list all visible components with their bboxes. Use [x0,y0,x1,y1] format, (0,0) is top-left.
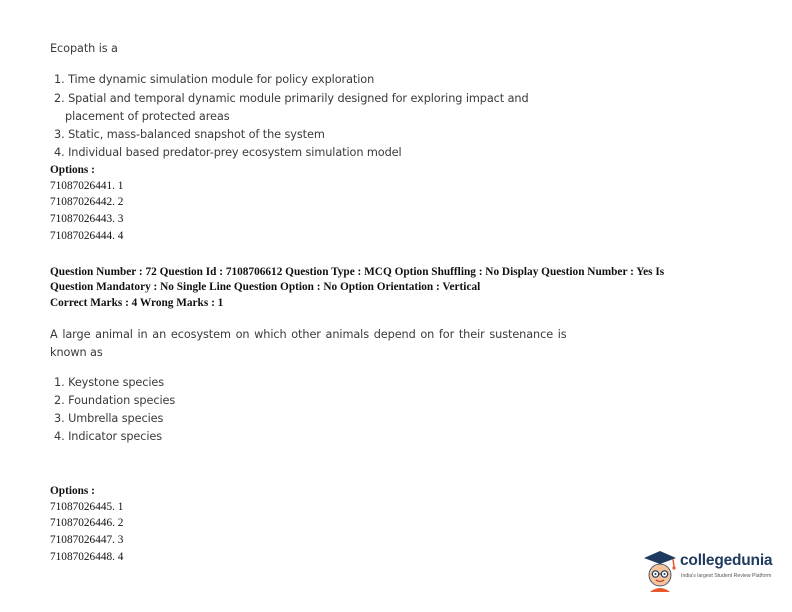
mascot-icon [640,548,680,592]
question-stem: Ecopath is a [50,42,118,55]
options-label: Options : [50,485,95,497]
option-1: 1. Keystone species [54,376,165,389]
option-id: 71087026447. 3 [50,534,124,546]
option-1: 1. Time dynamic simulation module for policy exploration [54,73,375,86]
question-meta-line: Correct Marks : 4 Wrong Marks : 1 [50,297,224,309]
option-id: 71087026446. 2 [50,517,124,529]
option-id: 71087026444. 4 [50,230,124,242]
option-id: 71087026441. 1 [50,180,124,192]
question-meta-line: Question Number : 72 Question Id : 7108706612 Question Type : MCQ Option Shuffling : No Display Question Number : Yes Is [50,266,665,278]
options-label: Options : [50,164,95,176]
option-2: 2. Spatial and temporal dynamic module primarily designed for exploring impact and [54,92,529,105]
collegedunia-logo [640,548,780,594]
option-4: 4. Individual based predator-prey ecosystem simulation model [54,146,402,159]
logo-tagline: India's largest Student Review Platform [681,573,772,579]
option-3: 3. Umbrella species [54,412,164,425]
option-id: 71087026443. 3 [50,213,124,225]
option-id: 71087026448. 4 [50,551,124,563]
question-stem: A large animal in an ecosystem on which other animals depend on for their sustenance is [50,328,567,341]
option-2: 2. Foundation species [54,394,176,407]
logo-wordmark: collegedunia [680,552,773,569]
question-stem-continued: known as [50,346,103,359]
option-4: 4. Indicator species [54,430,163,443]
option-2-continued: placement of protected areas [65,110,230,123]
option-3: 3. Static, mass-balanced snapshot of the system [54,128,325,141]
option-id: 71087026445. 1 [50,501,124,513]
question-meta-line: Question Mandatory : No Single Line Question Option : No Option Orientation : Vertical [50,281,481,293]
option-id: 71087026442. 2 [50,196,124,208]
